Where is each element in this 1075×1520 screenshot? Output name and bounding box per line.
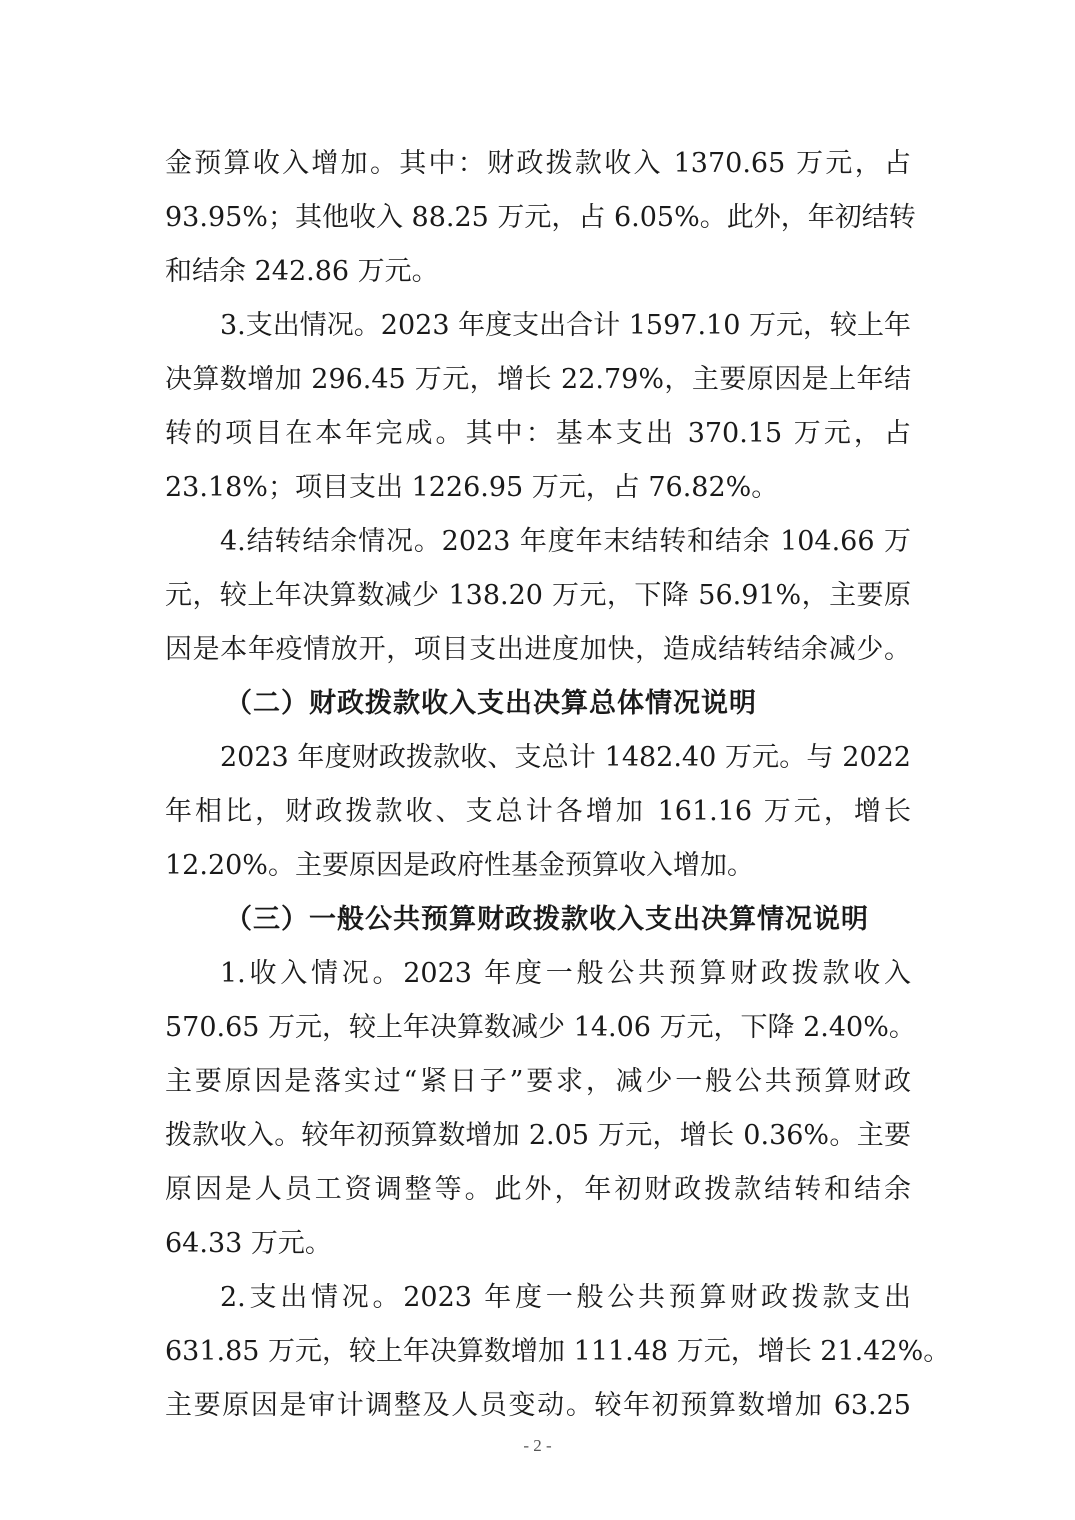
paragraph-line: 主要原因是审计调整及人员变动。较年初预算数增加 63.25 [165, 1390, 911, 1421]
paragraph-line: 因是本年疫情放开，项目支出进度加快，造成结转结余减少。 [165, 634, 911, 665]
paragraph-line: 金预算收入增加。其中：财政拨款收入 1370.65 万元，占 [165, 148, 911, 179]
page-number: - 2 - [523, 1436, 552, 1455]
paragraph-line: 原因是人员工资调整等。此外，年初财政拨款结转和结余 [165, 1174, 911, 1205]
paragraph-line: 4.结转结余情况。2023 年度年末结转和结余 104.66 万 [220, 526, 911, 557]
paragraph-line: 元，较上年决算数减少 138.20 万元，下降 56.91%，主要原 [165, 580, 911, 611]
paragraph-line: 12.20%。主要原因是政府性基金预算收入增加。 [165, 850, 754, 881]
paragraph-line: 和结余 242.86 万元。 [165, 256, 439, 287]
paragraph-line: 570.65 万元，较上年决算数减少 14.06 万元，下降 2.40%。 [165, 1012, 916, 1043]
paragraph-line: 93.95%；其他收入 88.25 万元，占 6.05%。此外，年初结转 [165, 202, 916, 233]
section-heading: （三）一般公共预算财政拨款收入支出决算情况说明 [225, 904, 869, 935]
paragraph-line: 决算数增加 296.45 万元，增长 22.79%，主要原因是上年结 [165, 364, 911, 395]
paragraph-line: 3.支出情况。2023 年度支出合计 1597.10 万元，较上年 [220, 310, 911, 341]
paragraph-line: 631.85 万元，较上年决算数增加 111.48 万元，增长 21.42%。 [165, 1336, 951, 1367]
paragraph-line: 2.支出情况。2023 年度一般公共预算财政拨款支出 [220, 1282, 911, 1313]
paragraph-line: 23.18%；项目支出 1226.95 万元，占 76.82%。 [165, 472, 779, 503]
paragraph-line: 1.收入情况。2023 年度一般公共预算财政拨款收入 [220, 958, 911, 989]
section-heading: （二）财政拨款收入支出决算总体情况说明 [225, 688, 757, 719]
paragraph-line: 2023 年度财政拨款收、支总计 1482.40 万元。与 2022 [220, 742, 911, 773]
paragraph-line: 拨款收入。较年初预算数增加 2.05 万元，增长 0.36%。主要 [165, 1120, 911, 1151]
paragraph-line: 转的项目在本年完成。其中：基本支出 370.15 万元，占 [165, 418, 911, 449]
paragraph-line: 64.33 万元。 [165, 1228, 332, 1259]
paragraph-line: 主要原因是落实过“紧日子”要求，减少一般公共预算财政 [165, 1066, 911, 1097]
paragraph-line: 年相比，财政拨款收、支总计各增加 161.16 万元，增长 [165, 796, 911, 827]
